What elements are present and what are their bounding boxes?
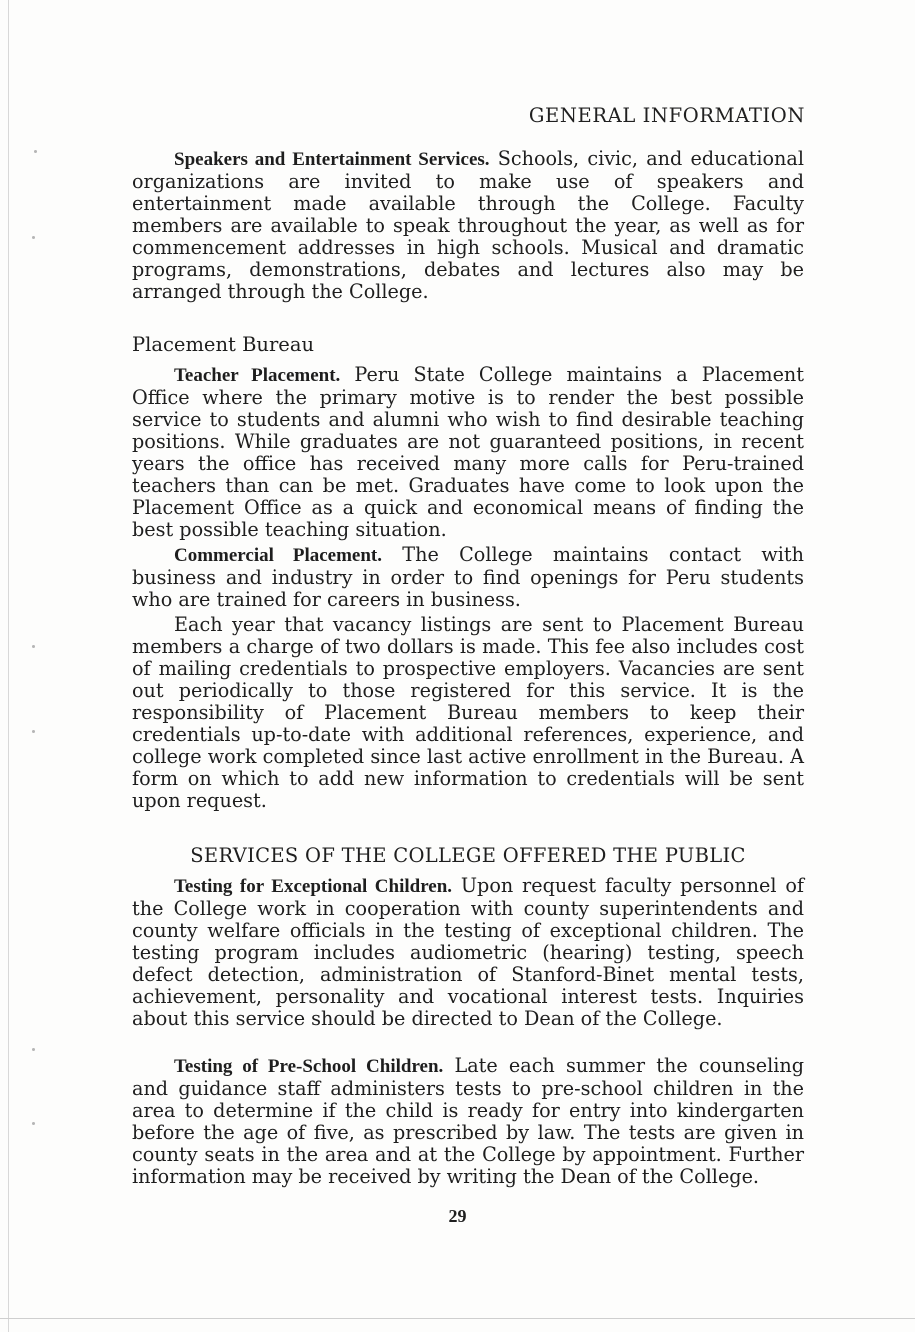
preschool-section xyxy=(132,1055,804,1188)
exceptional-children-lead: Testing for Exceptional Children. xyxy=(174,876,453,897)
preschool-paragraph xyxy=(132,1055,804,1188)
running-head: GENERAL INFORMATION xyxy=(528,104,805,127)
vacancy-section xyxy=(132,614,804,812)
teacher-placement-section xyxy=(132,364,804,541)
vacancy-paragraph: Each year that vacancy listings are sent to Placement Bureau members a charge of two dollars is made. This fee also includes cost of mailing credentials to prospective employers. Vacancies are sent out periodically to those registered for this service. It is the responsibility of Placement Bureau members to keep their credentials up-to-date with additional references, experience, and college work completed since last active enrollment in the Bureau. A form on which to add new information to credentials will be sent upon request. xyxy=(132,613,804,812)
preschool-body: Late each summer the counseling and guidance staff administers tests to pre-school children in the area to determine if the child is ready for entry into kindergarten before the age of five, as prescribed by law. The tests are given in county seats in the area and at the College by appointment. Further information may be received by writing the Dean of the College. xyxy=(132,1054,804,1188)
services-heading: SERVICES OF THE COLLEGE OFFERED THE PUBLIC xyxy=(190,844,746,867)
speakers-body: Schools, civic, and educational organizations are invited to make use of speakers and entertainment made available through the College. Faculty members are available to speak throughout the year, as well as for commencement addresses in high schools. Musical and dramatic programs, demonstrations, debates and lectures also may be arranged through the College. xyxy=(132,147,804,303)
exceptional-children-body: Upon request faculty personnel of the College work in cooperation with county superintendents and county welfare officials in the testing of exceptional children. The testing program includes audiometric (hearing) testing, speech defect detection, administration of Stanford-Binet mental tests, achievement, personality and vocational interest tests. Inquiries about this service should be directed to Dean of the College. xyxy=(132,874,804,1030)
page-bottom-edge xyxy=(0,1318,915,1319)
speakers-paragraph xyxy=(132,148,804,303)
teacher-placement-body: Peru State College maintains a Placement Office where the primary motive is to render the best possible service to students and alumni who wish to find desirable teaching positions. While graduates are not guaranteed positions, in recent years the office has received many more calls for Peru-trained teachers than can be met. Graduates have come to look upon the Placement Office as a quick and economical means of finding the best possible teaching situation. xyxy=(132,363,804,541)
scan-speck xyxy=(32,645,35,648)
scan-speck xyxy=(32,1122,35,1125)
preschool-lead: Testing of Pre-School Children. xyxy=(174,1056,444,1077)
page-number: 29 xyxy=(448,1206,467,1226)
scan-speck xyxy=(32,730,35,733)
scan-speck xyxy=(32,236,35,239)
commercial-placement-section xyxy=(132,544,804,611)
teacher-placement-paragraph xyxy=(132,364,804,541)
commercial-placement-paragraph xyxy=(132,544,804,611)
speakers-section xyxy=(132,148,804,303)
commercial-placement-lead: Commercial Placement. xyxy=(174,545,382,566)
placement-heading: Placement Bureau xyxy=(132,333,315,356)
scan-speck xyxy=(32,1048,35,1051)
speakers-lead: Speakers and Entertainment Services. xyxy=(174,149,490,170)
exceptional-children-section xyxy=(132,875,804,1030)
placement-heading-block xyxy=(132,334,804,356)
commercial-placement-body: The College maintains contact with business and industry in order to find openings for Peru students who are trained for careers in business. xyxy=(132,543,805,611)
page-left-edge xyxy=(8,0,9,1332)
exceptional-children-paragraph xyxy=(132,875,804,1030)
teacher-placement-lead: Teacher Placement. xyxy=(174,365,341,386)
services-heading-block xyxy=(132,845,804,867)
scan-speck xyxy=(34,150,37,153)
